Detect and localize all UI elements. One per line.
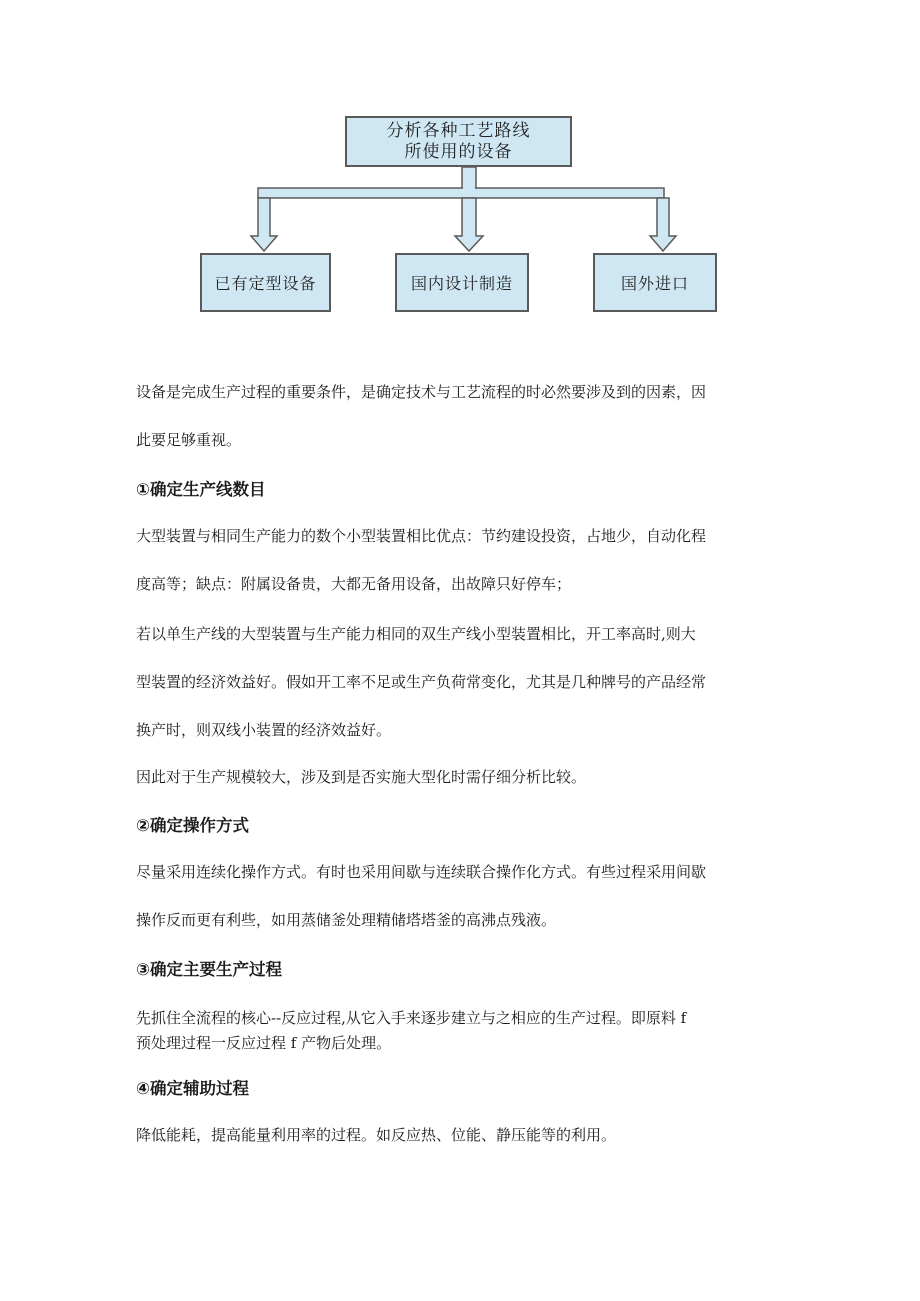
arrow-down-icon	[650, 198, 676, 251]
section-heading-2: ②确定操作方式	[136, 816, 249, 835]
imported-box: 国外进口	[593, 253, 717, 312]
paragraph	[136, 1007, 786, 1053]
domestic-design-box: 国内设计制造	[395, 253, 529, 312]
box-line: 所使用的设备	[404, 141, 513, 162]
paragraph	[136, 861, 786, 930]
text-line: 因此对于生产规模较大，涉及到是否实施大型化时需仔细分析比较。	[136, 768, 587, 786]
text-line: 换产时，则双线小装置的经济效益好。	[136, 721, 392, 739]
section-heading-1: ①确定生产线数目	[136, 480, 266, 499]
text-line: 操作反而更有利些，如用蒸储釜处理精储塔塔釜的高沸点残液。	[136, 911, 557, 929]
text-line: 若以单生产线的大型装置与生产能力相同的双生产线小型装置相比，开工率高时,则大	[136, 625, 696, 643]
equipment-flow-diagram	[200, 112, 720, 317]
text-line: 型装置的经济效益好。假如开工率不足或生产负荷常变化，尤其是几种牌号的产品经常	[136, 673, 707, 691]
analyze-equipment-box	[345, 116, 572, 167]
box-line: 分析各种工艺路线	[386, 120, 531, 141]
text-line: 尽量采用连续化操作方式。有时也采用间歇与连续联合操作化方式。有些过程采用间歇	[136, 863, 707, 881]
text-line: 先抓住全流程的核心--反应过程,从它入手来逐步建立与之相应的生产过程。即原料 f	[136, 1009, 687, 1027]
text-line: 此要足够重视。	[136, 431, 242, 449]
horizontal-connector	[258, 188, 664, 198]
arrow-down-icon	[251, 198, 277, 251]
paragraph	[136, 623, 786, 740]
text-line: 降低能耗，提高能量利用率的过程。如反应热、位能、静压能等的利用。	[136, 1126, 617, 1144]
text-line: 大型装置与相同生产能力的数个小型装置相比优点：节约建设投资，占地少，自动化程	[136, 527, 707, 545]
text-line: 度高等；缺点：附属设备贵，大都无备用设备，出故障只好停车；	[136, 575, 572, 593]
intro-paragraph	[136, 381, 786, 450]
section-heading-4: ④确定辅助过程	[136, 1079, 249, 1098]
paragraph	[136, 1124, 786, 1145]
existing-equipment-box: 已有定型设备	[200, 253, 331, 312]
paragraph	[136, 766, 786, 787]
arrow-down-icon	[455, 198, 483, 251]
paragraph	[136, 525, 786, 594]
text-line: 设备是完成生产过程的重要条件，是确定技术与工艺流程的时必然要涉及到的因素，因	[136, 383, 707, 401]
section-heading-3: ③确定主要生产过程	[136, 960, 282, 979]
text-line: 预处理过程一反应过程 f 产物后处理。	[136, 1034, 392, 1052]
